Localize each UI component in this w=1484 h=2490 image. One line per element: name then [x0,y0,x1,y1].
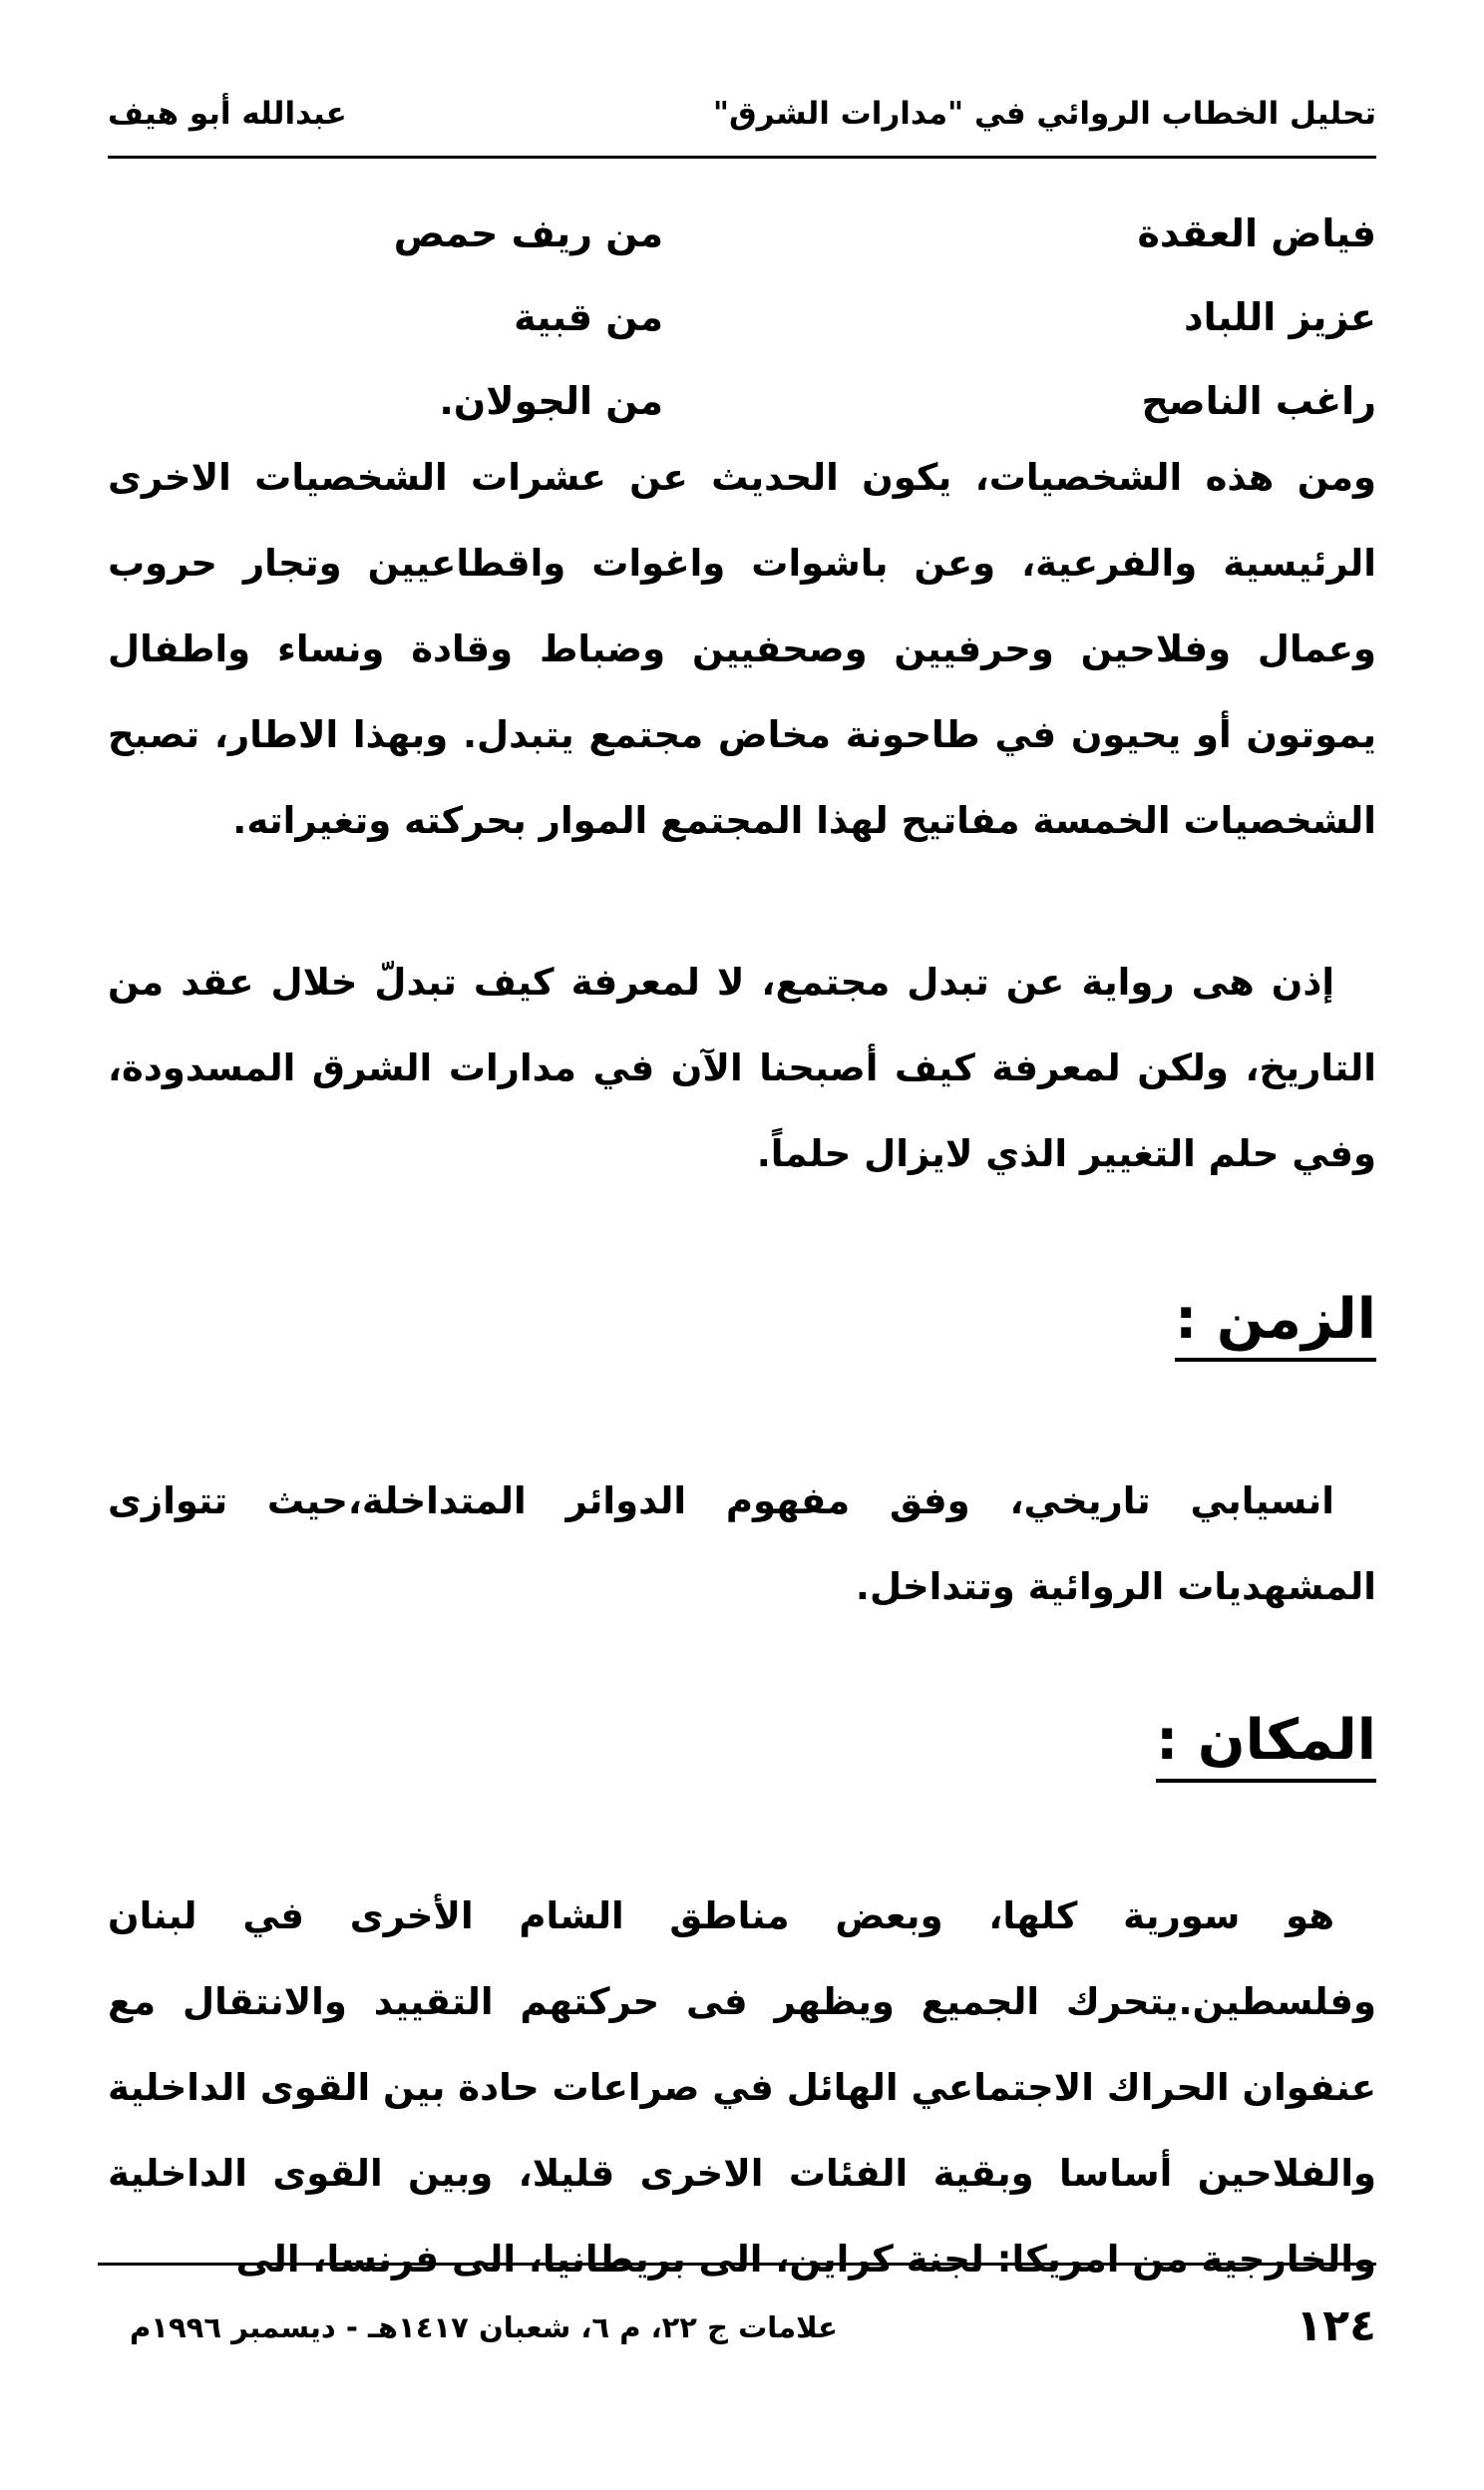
running-header [108,96,1376,159]
header-article-title: تحليل الخطاب الروائي في "مدارات الشرق" [712,96,1376,132]
character-row [379,295,1376,365]
character-origin: من الجولان. [439,379,663,423]
character-origin: من قبية [514,295,663,339]
heading-place: المكان : [1156,1708,1376,1783]
character-name: فياض العقدة [1137,211,1376,255]
paragraph-place: هو سورية كلها، وبعض مناطق الشام الأخرى في لبنان وفلسطين.يتحرك الجميع ويظهر فى حركتهم التقييد والانتقال مع عنفوان الحراك الاجتماعي الهائل في صراعات حادة بين القوى الداخلية والفلاحين أساسا وبقية الفئات الاخرى قليلا، وبين القوى الداخلية والخارجية من امريكا: لجنة كراين، الى بريطانيا، الى فرنسا، الى [108,1894,1376,2281]
paragraph-time: انسيابي تاريخي، وفق مفهوم الدوائر المتداخلة،حيث تتوازى المشهديات الروائية وتتداخل. [108,1479,1376,1608]
character-row [379,211,1376,281]
character-origin: من ريف حمص [393,211,663,255]
character-name: راغب الناصح [1141,379,1376,423]
header-author: عبدالله أبو هيف [108,96,347,132]
paragraph-summary: إذن هى رواية عن تبدل مجتمع، لا لمعرفة كيف تبدلّ خلال عقد من التاريخ، ولكن لمعرفة كيف أصبحنا الآن في مدارات الشرق المسدودة، وفي حلم التغيير الذي لايزال حلماً. [108,961,1376,1175]
paragraph-characters: ومن هذه الشخصيات، يكون الحديث عن عشرات الشخصيات الاخرى الرئيسية والفرعية، وعن باشوات واغوات واقطاعيين وتجار حروب وعمال وفلاحين وحرفيين وصحفيين وضباط وقادة ونساء واطفال يموتون أو يحيون في طاحونة مخاض مجتمع يتبدل. وبهذا الاطار، تصبح الشخصيات الخمسة مفاتيح لهذا المجتمع الموار بحركته وتغيراته. [108,456,1376,842]
character-name: عزيز اللباد [1184,295,1376,339]
footer-divider [98,2263,1376,2266]
issue-citation: علامات ج ٢٢، م ٦، شعبان ١٤١٧هـ - ديسمبر ١٩٩٦م [130,2310,838,2344]
page-number: ١٢٤ [1296,2300,1376,2351]
heading-time: الزمن : [1175,1287,1376,1362]
